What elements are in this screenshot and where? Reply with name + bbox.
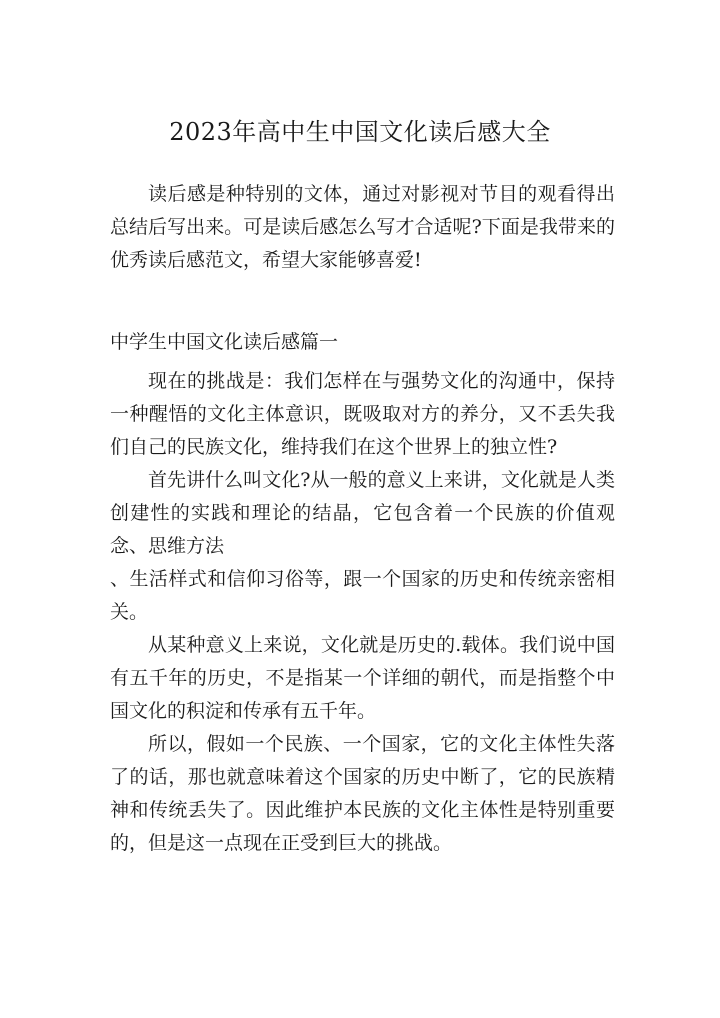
document-body: [110, 365, 615, 860]
body-paragraph: 从某种意义上来说，文化就是历史的.载体。我们说中国有五千年的历史，不是指某一个详细的朝代，而是指整个中国文化的积淀和传承有五千年。: [110, 634, 615, 722]
body-paragraph: 所以，假如一个民族、一个国家，它的文化主体性失落了的话，那也就意味着这个国家的历史中断了，它的民族精神和传统丢失了。因此维护本民族的文化主体性是特别重要的，但是这一点现在正受到巨大的挑战。: [110, 733, 615, 854]
intro-paragraph: 读后感是种特别的文体，通过对影视对节目的观看得出总结后写出来。可是读后感怎么写才合适呢?下面是我带来的优秀读后感范文，希望大家能够喜爱!: [110, 183, 615, 271]
body-paragraph-continuation: 、生活样式和信仰习俗等，跟一个国家的历史和传统亲密相关。: [110, 568, 615, 623]
document-title: 2023年高中生中国文化读后感大全: [169, 118, 551, 146]
body-paragraph: 现在的挑战是：我们怎样在与强势文化的沟通中，保持一种醒悟的文化主体意识，既吸取对方的养分，又不丢失我们自己的民族文化，维持我们在这个世界上的独立性?: [110, 370, 615, 458]
body-paragraph: 首先讲什么叫文化?从一般的意义上来讲，文化就是人类创建性的实践和理论的结晶，它包含着一个民族的价值观念、思维方法: [110, 469, 615, 557]
section-heading: 中学生中国文化读后感篇一: [110, 331, 339, 353]
